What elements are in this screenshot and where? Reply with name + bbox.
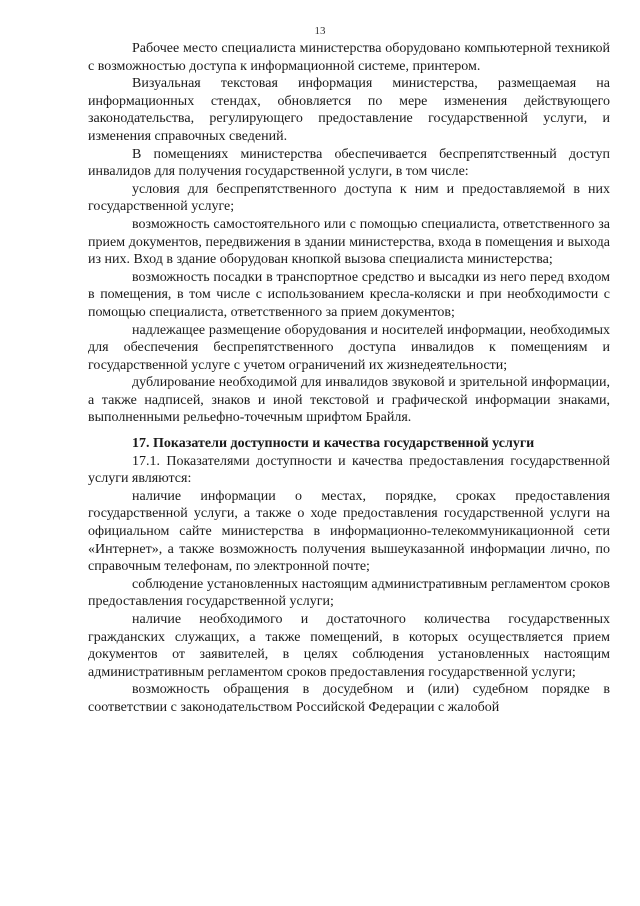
paragraph: наличие необходимого и достаточного количества государственных гражданских служащих, а также помещений, в которых осуществляется прием документов от заявителей, в целях соблюдения установленных настоящим административным регламентом сроков предоставления государственной услуги; xyxy=(88,612,610,680)
paragraph: возможность самостоятельного или с помощью специалиста, ответственного за прием документов, передвижения в здании министерства, входа в помещения и выхода из них. Вход в здание оборудован кнопкой вызова специалиста министерства; xyxy=(88,216,610,268)
paragraph: Визуальная текстовая информация министерства, размещаемая на информационных стендах, обновляется по мере изменения действующего законодательства, регулирующего предоставление государственной услуги, и изменения справочных сведений. xyxy=(88,76,610,144)
paragraph: дублирование необходимой для инвалидов звуковой и зрительной информации, а также надписей, знаков и иной текстовой и графической информации знаками, выполненными рельефно-точечным шрифтом Брайля. xyxy=(88,375,610,426)
document-body xyxy=(88,40,610,717)
paragraph: наличие информации о местах, порядке, сроках предоставления государственной услуги, а также о ходе предоставления государственной услуги на официальном сайте министерства в информационно-телекоммуникационной сети «Интернет», а также возможность получения вышеуказанной информации лично, по справочным телефонам, по электронной почте; xyxy=(88,488,610,575)
paragraph: В помещениях министерства обеспечивается беспрепятственный доступ инвалидов для получения государственной услуги, в том числе: xyxy=(88,146,610,180)
paragraph: возможность посадки в транспортное средство и высадки из него перед входом в помещения, в том числе с использованием кресла-коляски и при необходимости с помощью специалиста, ответственного за прием документов; xyxy=(88,269,610,320)
paragraph: возможность обращения в досудебном и (или) судебном порядке в соответствии с законодательством Российской Федерации с жалобой xyxy=(88,682,610,715)
paragraph: соблюдение установленных настоящим административным регламентом сроков предоставления государственной услуги; xyxy=(88,576,610,610)
paragraph: Рабочее место специалиста министерства оборудовано компьютерной техникой с возможностью доступа к информационной системе, принтером. xyxy=(88,41,610,74)
page-number: 13 xyxy=(314,25,326,37)
paragraph: условия для беспрепятственного доступа к ним и предоставляемой в них государственной услуге; xyxy=(88,181,610,215)
section-heading: 17. Показатели доступности и качества государственной услуги xyxy=(132,436,535,452)
paragraph: 17.1. Показателями доступности и качества предоставления государственной услуги являются: xyxy=(88,453,610,487)
paragraph: надлежащее размещение оборудования и носителей информации, необходимых для обеспечения беспрепятственного доступа инвалидов к помещениям и государственной услуге с учетом ограничений их жизнедеятельности; xyxy=(88,322,610,373)
